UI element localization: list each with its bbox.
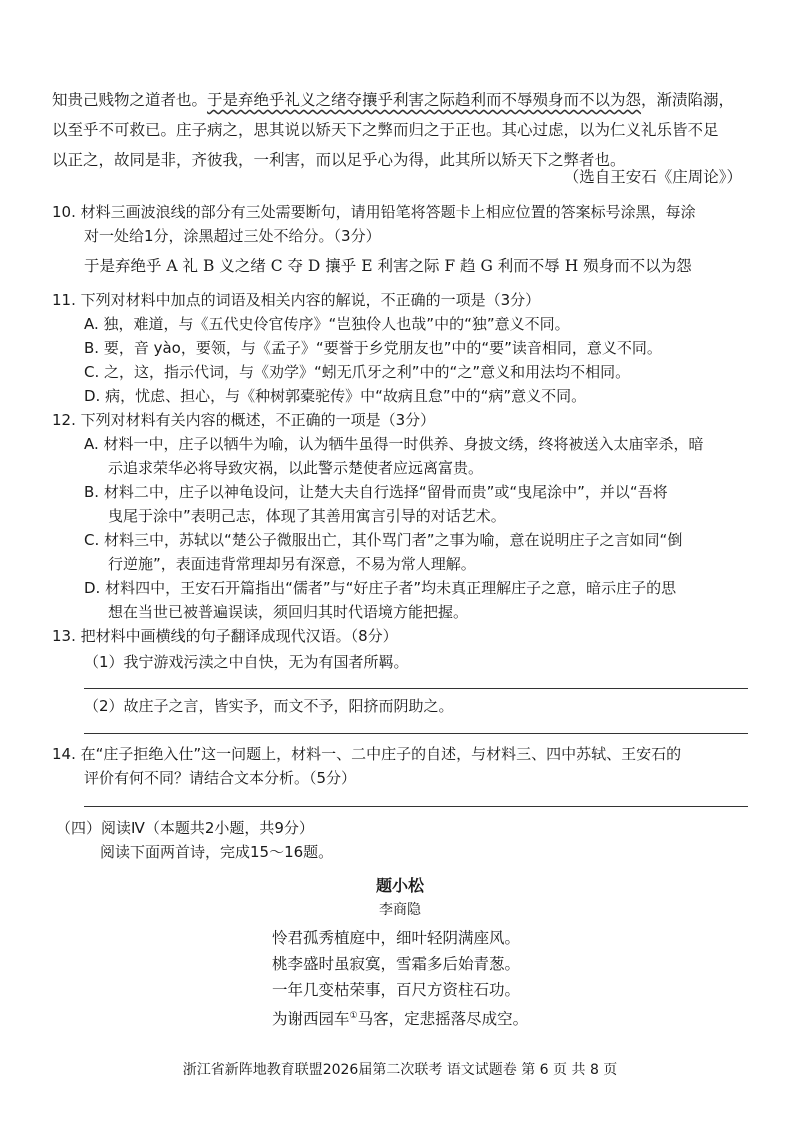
- question-10-line-2: 对一处给1分，涂黑超过三处不给分。（3分）: [84, 227, 381, 245]
- poem-line-2: 桃李盛时虽寂寞，雪霜多后始青葱。: [272, 955, 521, 973]
- question-12-option-d-line-2: 想在当世已被普遍误读，须回归其时代语境方能把握。: [108, 603, 469, 621]
- passage-line-3: 以正之，故同是非，齐彼我，一利害，而以足乎心为得，此其所以矫天下之弊者也。: [52, 151, 626, 169]
- question-12-option-d-line-1: D. 材料四中，王安石开篇指出“儒者”与“好庄子者”均未真正理解庄子之意，暗示庄子的思: [84, 579, 677, 597]
- passage-line-1: 知贵己贱物之道者也。于是弃绝乎礼义之绪夺攘乎利害之际趋利而不辱殒身而不以为怨，渐渍陷溺，: [52, 91, 735, 109]
- question-12-option-c-line-2: 行逆施”，表面违背常理却另有深意，不易为常人理解。: [108, 555, 476, 573]
- question-12-option-a-line-1: A. 材料一中，庄子以牺牛为喻，认为牺牛虽得一时供养、身披文绣，终将被送入太庙宰杀，暗: [84, 435, 704, 453]
- answer-line-2: [84, 733, 748, 734]
- question-11-stem: 11. 下列对材料中加点的词语及相关内容的解说，不正确的一项是（3分）: [52, 291, 541, 309]
- poem-line-3: 一年几变枯荣事，百尺方资柱石功。: [272, 981, 521, 999]
- question-12-option-b-line-1: B. 材料二中，庄子以神龟设问，让楚大夫自行选择“留骨而贵”或“曳尾涂中”，并以“吾将: [84, 483, 668, 501]
- question-10-options: 于是弃绝乎 A 礼 B 义之绪 C 夺 D 攘乎 E 利害之际 F 趋 G 利而不辱 H 殒身而不以为怨: [84, 257, 692, 275]
- question-11-option-b: B. 要，音 yào，要领，与《孟子》“要誉于乡党朋友也”中的“要”读音相同，意义不同。: [84, 339, 662, 357]
- question-13-sentence-2: （2）故庄子之言，皆实予，而文不予，阳挤而阴助之。: [84, 697, 454, 715]
- section-4-instruction: 阅读下面两首诗，完成15～16题。: [100, 843, 334, 861]
- question-12-option-c-line-1: C. 材料三中，苏轼以“楚公子微服出亡，其仆骂门者”之事为喻，意在说明庄子之言如同“倒: [84, 531, 683, 549]
- footnote-marker: ①: [349, 1011, 358, 1021]
- section-4-header: （四）阅读Ⅳ（本题共2小题，共9分）: [56, 819, 314, 837]
- question-13-sentence-1: （1）我宁游戏污渎之中自快，无为有国者所羁。: [84, 653, 409, 671]
- answer-line-3: [84, 806, 748, 807]
- question-11-option-c: C. 之，这，指示代词，与《劝学》“蚓无爪牙之利”中的“之”意义和用法均不相同。: [84, 363, 631, 381]
- question-14-line-1: 14. 在“庄子拒绝入仕”这一问题上，材料一、二中庄子的自述，与材料三、四中苏轼、王安石的: [52, 745, 682, 763]
- question-13-stem: 13. 把材料中画横线的句子翻译成现代汉语。（8分）: [52, 627, 398, 645]
- question-10-line-1: 10. 材料三画波浪线的部分有三处需要断句，请用铅笔将答题卡上相应位置的答案标号涂黑，每涂: [52, 203, 696, 221]
- question-12-stem: 12. 下列对材料有关内容的概述，不正确的一项是（3分）: [52, 411, 436, 429]
- question-11-option-a: A. 独，难道，与《五代史伶官传序》“岂独伶人也哉”中的“独”意义不同。: [84, 315, 570, 333]
- poem-line-1: 怜君孤秀植庭中，细叶轻阴满座风。: [272, 929, 521, 947]
- question-12-option-b-line-2: 曳尾于涂中”表明己志，体现了其善用寓言引导的对话艺术。: [108, 507, 506, 525]
- question-11-option-d: D. 病，忧虑、担心，与《种树郭橐驼传》中“故病且怠”中的“病”意义不同。: [84, 387, 587, 405]
- wavy-underlined-text: 于是弃绝乎礼义之绪夺攘乎利害之际趋利而不辱殒身而不以为怨: [207, 91, 642, 109]
- passage-line-2: 以至乎不可救已。庄子病之，思其说以矫天下之弊而归之于正也。其心过虑，以为仁义礼乐皆不足: [52, 121, 719, 139]
- answer-line-1: [84, 688, 748, 689]
- question-14-line-2: 评价有何不同？请结合文本分析。（5分）: [84, 769, 357, 787]
- poem-line-4: 为谢西园车①马客，定悲摇落尽成空。: [272, 1010, 529, 1029]
- page-footer: 浙江省新阵地教育联盟2026届第二次联考 语文试题卷 第 6 页 共 8 页: [182, 1062, 618, 1078]
- poem-title: 题小松: [375, 876, 424, 895]
- poem-author: 李商隐: [379, 902, 421, 918]
- question-12-option-a-line-2: 示追求荣华必将导致灾祸，以此警示楚使者应远离富贵。: [108, 459, 484, 477]
- passage-source: （选自王安石《庄周论》）: [563, 168, 742, 186]
